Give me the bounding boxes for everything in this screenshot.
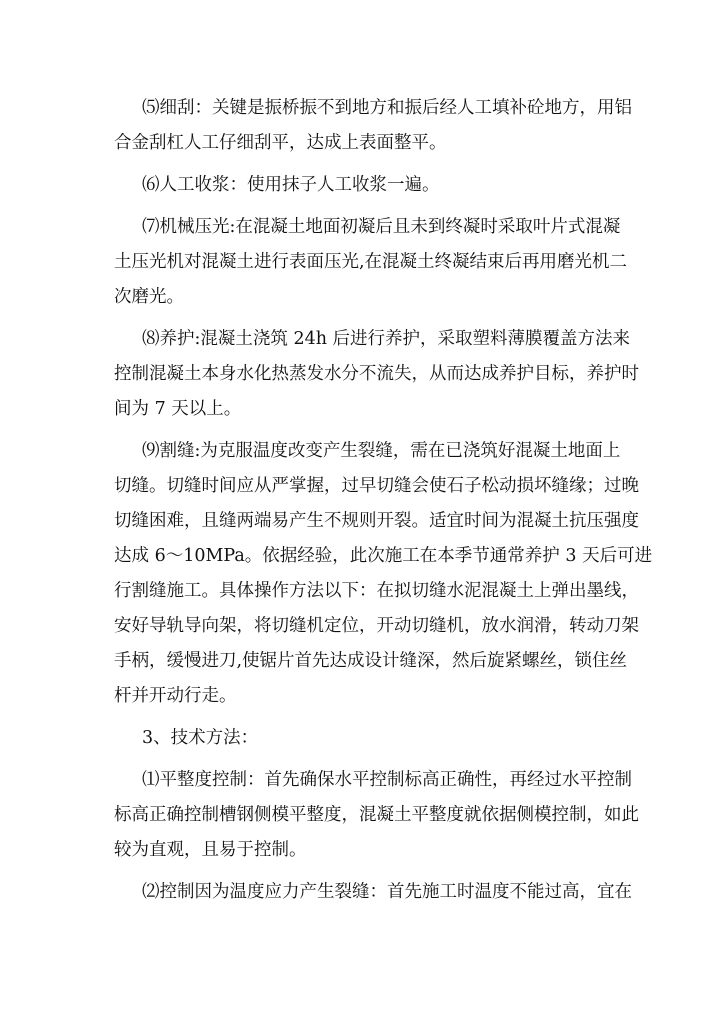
text-line: ⑺机械压光:在混凝土地面初凝后且未到终凝时采取叶片式混凝 [142,217,621,237]
text-line: 切缝。切缝时间应从严掌握，过早切缝会使石子松动损坏缝缘；过晚 [114,476,639,496]
text-line: 间为 7 天以上。 [114,399,242,419]
text-line: 标高正确控制槽钢侧模平整度，混凝土平整度就依据侧模控制，如此 [114,805,639,825]
text-line: ⑴平整度控制：首先确保水平控制标高正确性，再经过水平控制 [142,770,632,790]
text-line: 次磨光。 [114,287,184,307]
text-line: 较为直观，且易于控制。 [114,840,307,860]
text-line: ⑻养护:混凝土浇筑 24h 后进行养护，采取塑料薄膜覆盖方法来 [142,329,631,349]
text-line: ⑹人工收浆：使用抹子人工收浆一遍。 [142,175,440,195]
text-line: 达成 6～10MPa。依据经验，此次施工在本季节通常养护 3 天后可进 [114,546,653,566]
section-heading: 3、技术方法： [142,728,259,748]
text-line: ⑼割缝:为克服温度改变产生裂缝，需在已浇筑好混凝土地面上 [142,441,621,461]
text-line: 安好导轨导向架，将切缝机定位，开动切缝机，放水润滑，转动刀架 [114,616,639,636]
text-line: ⑸细刮：关键是振桥振不到地方和振后经人工填补砼地方，用铝 [142,98,632,118]
text-line: 手柄，缓慢进刀,使锯片首先达成设计缝深，然后旋紧螺丝，锁住丝 [114,651,628,671]
text-line: 控制混凝土本身水化热蒸发水分不流失，从而达成养护目标，养护时 [114,364,639,384]
text-line: 切缝困难，且缝两端易产生不规则开裂。适宜时间为混凝土抗压强度 [114,511,639,531]
text-line: 行割缝施工。具体操作方法以下：在拟切缝水泥混凝土上弹出墨线， [114,581,639,601]
text-line: 土压光机对混凝土进行表面压光,在混凝土终凝结束后再用磨光机二 [114,252,628,272]
text-line: 杆并开动行走。 [114,686,237,706]
text-line: 合金刮杠人工仔细刮平，达成上表面整平。 [114,133,447,153]
text-line: ⑵控制因为温度应力产生裂缝：首先施工时温度不能过高，宜在 [142,882,632,902]
